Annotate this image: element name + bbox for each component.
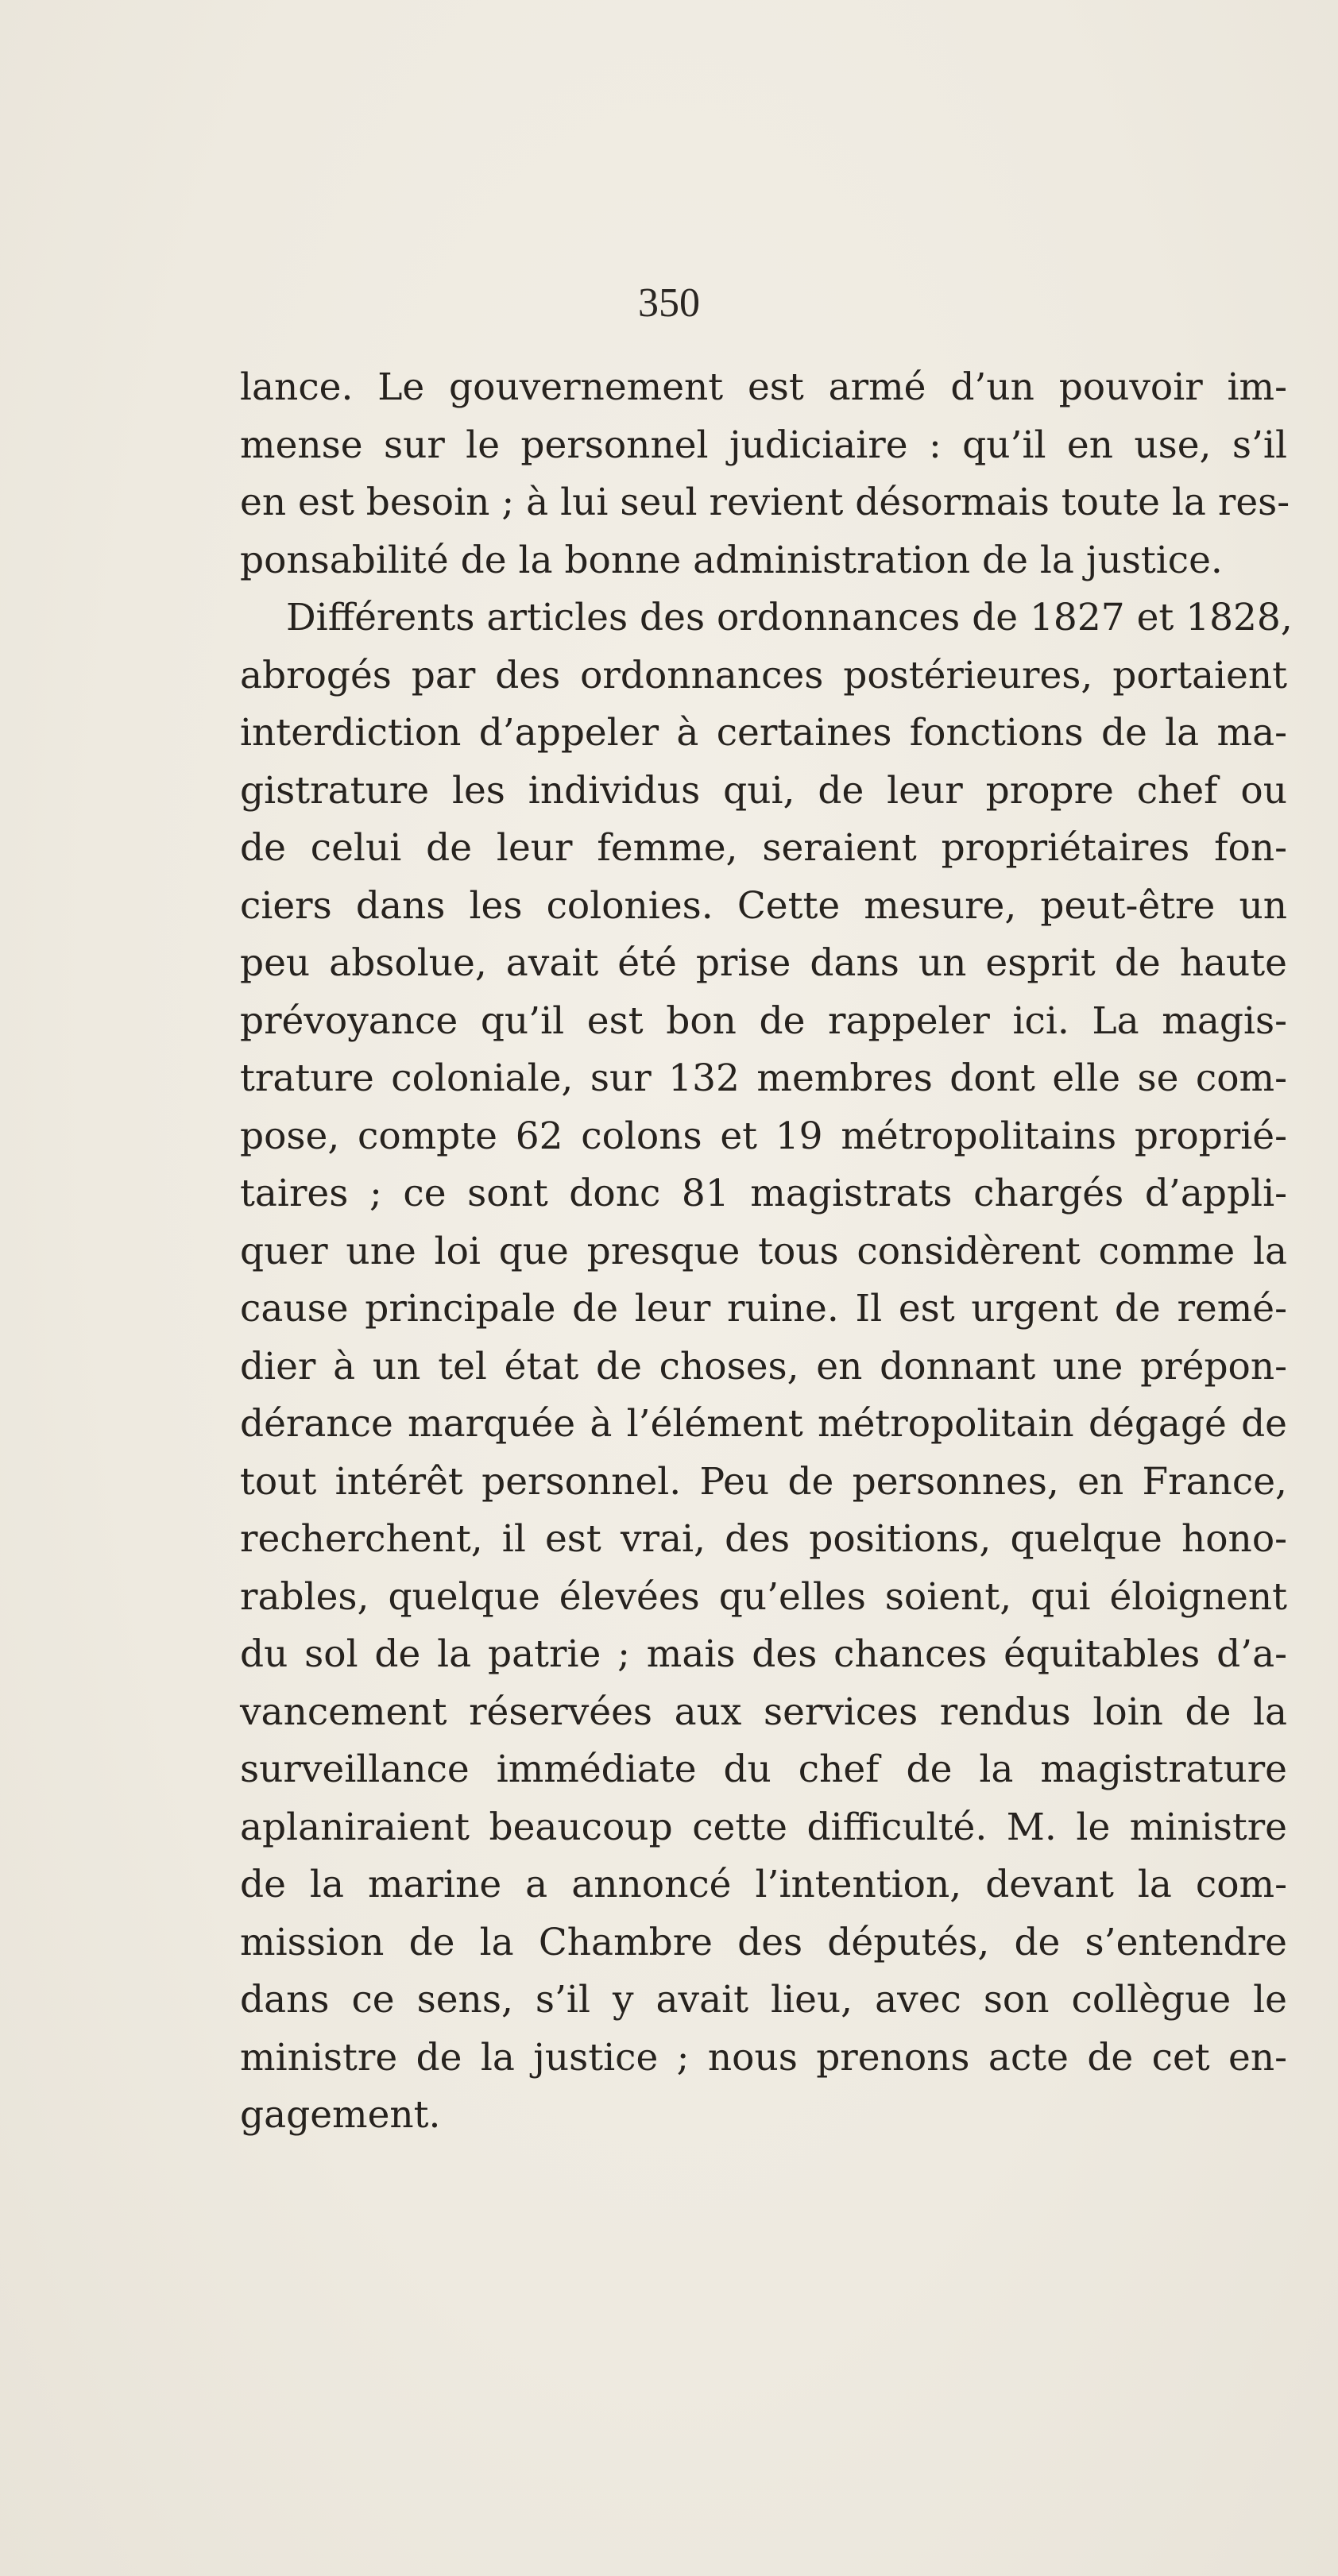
text-line: ciers dans les colonies. Cette mesure, peut-être un (240, 883, 1287, 928)
text-line: quer une loi que presque tous considèrent comme la (240, 1229, 1287, 1273)
text-line: en est besoin ; à lui seul revient désormais toute la res- (240, 481, 1290, 524)
text-line: interdiction d’appeler à certaines fonctions de la ma- (240, 711, 1287, 755)
text-line: rables, quelque élevées qu’elles soient, qui éloignent (240, 1574, 1287, 1619)
text-line: ministre de la justice ; nous prenons acte de cet en- (240, 2035, 1287, 2080)
page-number: 350 (638, 280, 700, 326)
text-line: dans ce sens, s’il y avait lieu, avec son collègue le (240, 1978, 1287, 2022)
text-line: trature coloniale, sur 132 membres dont elle se com- (240, 1056, 1287, 1100)
text-line: cause principale de leur ruine. Il est urgent de remé- (240, 1287, 1287, 1330)
text-line: prévoyance qu’il est bon de rappeler ici. La magis- (240, 998, 1287, 1043)
text-line: gistrature les individus qui, de leur propre chef ou (240, 768, 1287, 813)
text-line: mission de la Chambre des députés, de s’entendre (240, 1920, 1287, 1964)
text-line: peu absolue, avait été prise dans un esprit de haute (240, 941, 1287, 985)
text-line: mense sur le personnel judiciaire : qu’il en use, s’il (240, 423, 1287, 467)
text-line: abrogés par des ordonnances postérieures, portaient (240, 653, 1287, 697)
text-line: recherchent, il est vrai, des positions, quelque hono- (240, 1517, 1287, 1561)
text-line: tout intérêt personnel. Peu de personnes, en France, (240, 1459, 1287, 1504)
text-line: vancement réservées aux services rendus loin de la (240, 1690, 1287, 1734)
text-line: dérance marquée à l’élément métropolitain dégagé de (240, 1402, 1287, 1446)
text-line: aplaniraient beaucoup cette difficulté. M. le ministre (240, 1805, 1287, 1849)
text-line: de celui de leur femme, seraient propriétaires fon- (240, 826, 1287, 870)
text-line: taires ; ce sont donc 81 magistrats chargés d’appli- (240, 1172, 1287, 1215)
text-line: lance. Le gouvernement est armé d’un pouvoir im- (240, 365, 1287, 409)
text-line: de la marine a annoncé l’intention, devant la com- (240, 1863, 1287, 1906)
text-line: du sol de la patrie ; mais des chances équitables d’a- (240, 1632, 1287, 1676)
text-line: surveillance immédiate du chef de la magistrature (240, 1748, 1287, 1791)
text-line: pose, compte 62 colons et 19 métropolitains proprié- (240, 1114, 1287, 1158)
text-line: dier à un tel état de choses, en donnant une prépon- (240, 1344, 1287, 1388)
text-line: ponsabilité de la bonne administration de la justice. (240, 538, 1223, 582)
paragraph-start-line: Différents articles des ordonnances de 1827 et 1828, (286, 596, 1293, 639)
text-line: gagement. (240, 2093, 441, 2137)
body-text (240, 359, 1293, 2145)
